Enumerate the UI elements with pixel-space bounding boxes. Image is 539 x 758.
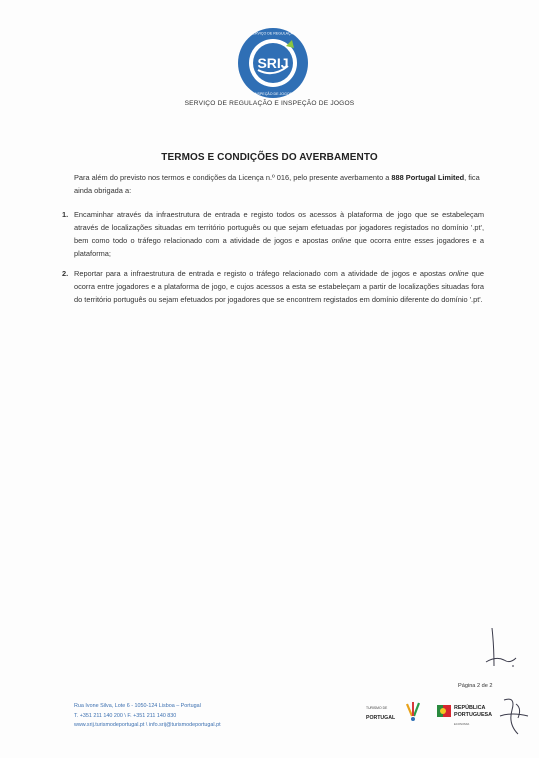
document-title: TERMOS E CONDIÇÕES DO AVERBAMENTO — [161, 152, 378, 163]
intro-paragraph — [74, 172, 484, 198]
signature-initials — [482, 626, 522, 672]
organization-name: SERVIÇO DE REGULAÇÃO E INSPEÇÃO DE JOGOS — [184, 100, 355, 107]
list-item-italic: online — [448, 269, 469, 278]
list-item-text-part: que ocorra entre esses jogadores e a plataforma; — [74, 236, 484, 258]
republica-line1: REPÚBLICA — [454, 705, 486, 711]
republica-line3: ECONOMIA — [454, 722, 470, 726]
list-item-text-part: Reportar para a infraestrutura de entrada e registo o tráfego relacionado com a atividade de jogos e apostas — [74, 269, 449, 278]
list-item-text — [74, 208, 484, 260]
footer-contact — [74, 702, 221, 731]
logo-text: SRIJ — [257, 55, 289, 71]
list-item-text-part: Encaminhar através da infraestrutura de entrada e registo todos os acessos à plataforma de jogo que se estabeleçam através de localizações situadas em território português ou que sejam efetuadas por jogadores registados no domínio '.pt', bem como todo o tráfego relacionado com a atividade de jogos e apostas — [74, 210, 484, 245]
intro-text-2: , fica ainda obrigada a: — [74, 173, 480, 195]
logo-ring-top: SERVIÇO DE REGULAÇÃO — [250, 31, 296, 36]
list-item-number: 1. — [62, 210, 69, 219]
logo-ring-bottom: INSPEÇÃO DE JOGOS — [253, 92, 293, 96]
turismo-flower-icon — [403, 700, 423, 722]
intro-text-1: Para além do previsto nos termos e condições da Licença n.º 016, pelo presente averbamento a — [74, 173, 392, 182]
srij-logo — [236, 26, 310, 100]
list-item — [62, 267, 484, 306]
signature-mark — [498, 694, 532, 738]
list-item-number: 2. — [62, 269, 69, 278]
list-item-text-part: que ocorra entre jogadores e a plataforma de jogo, e cujos acessos a esta se estabeleçam a partir de localizações situadas fora do território português ou sejam efetuados por jogadores que se encontrem registados em domínio diferente do domínio '.pt'. — [74, 269, 484, 304]
republica-emblem-icon — [437, 704, 452, 719]
republica-line2: PORTUGUESA — [454, 712, 493, 718]
list-item-text — [74, 267, 484, 306]
licensee-name: 888 Portugal Limited — [391, 173, 465, 182]
footer-phone: T. +351 211 140 200 \ F. +351 211 140 830 — [74, 712, 177, 719]
turismo-line1: TURISMO DE — [366, 706, 388, 710]
list-item — [62, 208, 484, 260]
page-number: Página 2 de 2 — [458, 683, 493, 689]
footer-address: Rua Ivone Silva, Lote 6 - 1050-124 Lisboa – Portugal — [74, 703, 201, 709]
footer-web: www.srij.turismodeportugal.pt \ info.srij@turismodeportugal.pt — [74, 722, 221, 729]
turismo-line2: PORTUGAL — [366, 715, 396, 721]
list-item-italic: online — [331, 236, 352, 245]
republica-portuguesa-logo — [437, 702, 507, 728]
